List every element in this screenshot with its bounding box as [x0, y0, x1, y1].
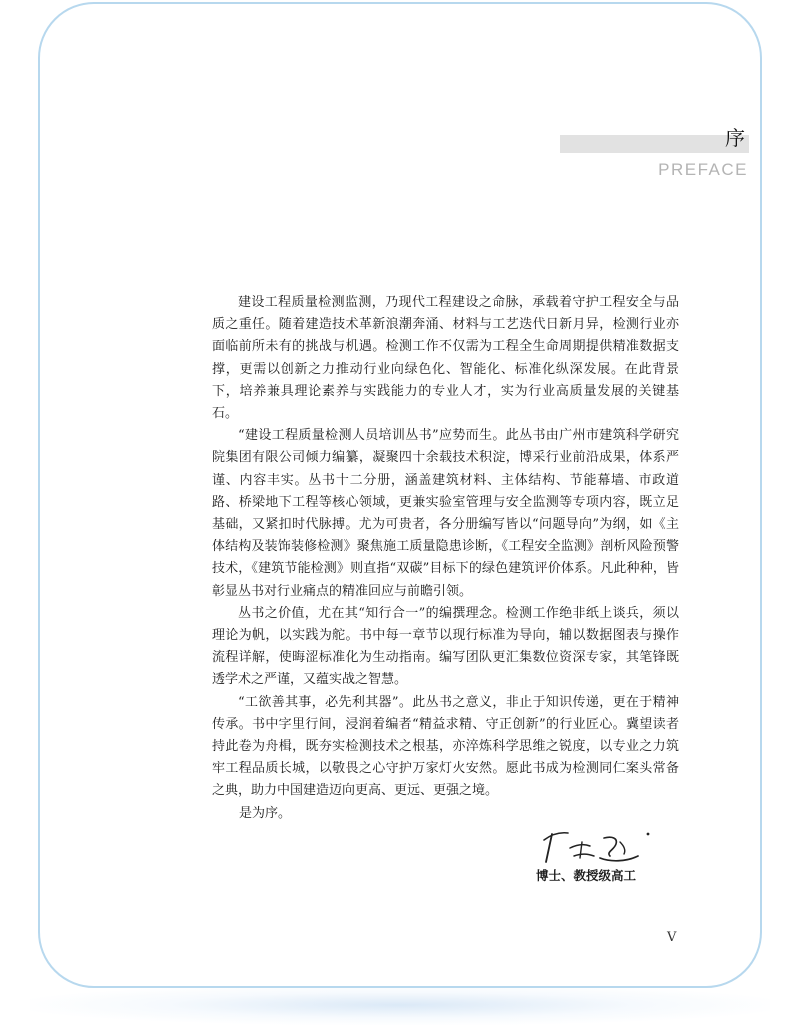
card-shadow	[30, 985, 770, 1025]
signer-title: 博士、教授级高工	[536, 868, 637, 883]
closing-line: 是为序。	[239, 806, 292, 821]
paragraph-4: “工欲善其事，必先利其器”。此丛书之意义，非止于知识传递，更在于精神传承。书中字里行间，浸润着编者“精益求精、守正创新”的行业匠心。冀望读者持此卷为舟楫，既夯实检测技术之根基，亦淬炼科学思维之锐度，以专业之力筑牢工程品质长城，以敬畏之心守护万家灯火安然。愿此书成为检测同仁案头常备之典，助力中国建造迈向更高、更远、更强之境。	[212, 694, 679, 799]
page-title: 序	[725, 126, 745, 150]
preface-body	[212, 292, 679, 803]
paragraph-2: “建设工程质量检测人员培训丛书”应势而生。此丛书由广州市建筑科学研究院集团有限公司倾力编纂，凝聚四十余载技术积淀，博采行业前沿成果，体系严谨、内容丰实。丛书十二分册，涵盖建筑材料、主体结构、节能幕墙、市政道路、桥梁地下工程等核心领域，更兼实验室管理与安全监测等专项内容，既立足基础，又紧扣时代脉搏。尤为可贵者，各分册编写皆以“问题导向”为纲，如《主体结构及装饰装修检测》聚焦施工质量隐患诊断，《工程安全监测》剖析风险预警技术，《建筑节能检测》则直指“双碳”目标下的绿色建筑评价体系。凡此种种，皆彰显丛书对行业痛点的精准回应与前瞻引领。	[212, 428, 679, 599]
handwritten-signature	[530, 812, 670, 868]
paragraph-1: 建设工程质量检测监测，乃现代工程建设之命脉，承载着守护工程安全与品质之重任。随着建造技术革新浪潮奔涌、材料与工艺迭代日新月异，检测行业亦面临前所未有的挑战与机遇。检测工作不仅需为工程全生命周期提供精准数据支撑，更需以创新之力推动行业向绿色化、智能化、标准化纵深发展。在此背景下，培养兼具理论素养与实践能力的专业人才，实为行业高质量发展的关键基石。	[212, 295, 679, 422]
page-subtitle: PREFACE	[658, 160, 748, 179]
paragraph-3: 丛书之价值，尤在其“知行合一”的编撰理念。检测工作绝非纸上谈兵，须以理论为帆，以实践为舵。书中每一章节以现行标准为导向，辅以数据图表与操作流程详解，使晦涩标准化为生动指南。编写团队更汇集数位资深专家，其笔锋既透学术之严谨，又蕴实战之智慧。	[212, 605, 679, 688]
heading-bar	[560, 135, 749, 153]
page-number: V	[667, 930, 677, 945]
